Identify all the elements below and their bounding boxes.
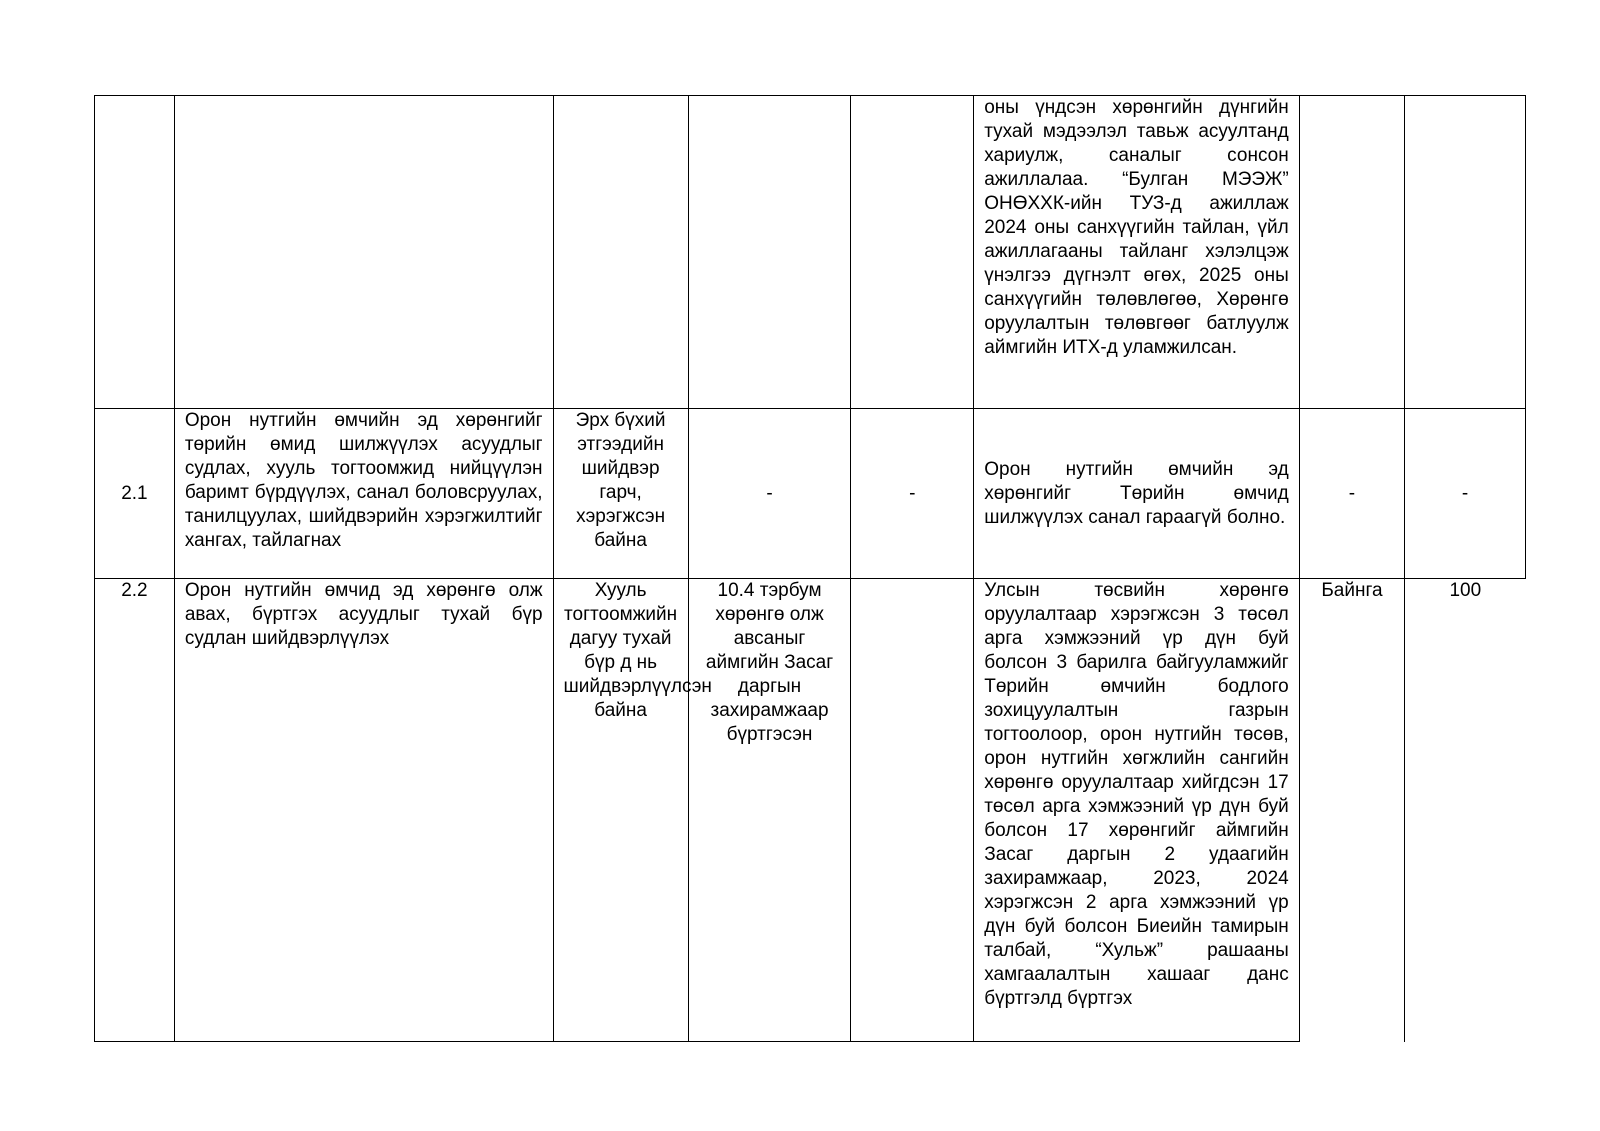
report-cell: оны үндсэн хөрөнгийн дүнгийн тухай мэдээлэл тавьж асуултанд хариулж, саналыг сонсон ажиллалаа. “Булган МЭЭЖ” ОНӨХХК-ийн ТУЗ-д ажиллаж 2024 оны санхүүгийн тайлан, үйл ажиллагааны тайланг хэлэлцэж үнэлгээ дүгнэлт өгөх, 2025 оны санхүүгийн төлөвлөгөө, Хөрөнгө оруулалтын төлөвгөөг батлуулж аймгийн ИТХ-д уламжилсан. xyxy=(974,96,1300,409)
table-row xyxy=(95,409,1526,579)
report-cell: Орон нутгийн өмчийн эд хөрөнгийг Төрийн өмчид шилжүүлэх санал гараагүй болно. xyxy=(974,409,1300,579)
score-cell xyxy=(1405,96,1526,409)
baseline-cell xyxy=(688,96,851,409)
indicator-cell: Эрх бүхий этгээдийн шийдвэр гарч, хэрэгжсэн байна xyxy=(553,409,688,579)
report-table xyxy=(94,95,1526,1042)
target-cell xyxy=(851,579,974,1042)
table-row xyxy=(95,96,1526,409)
frequency-cell: Байнга xyxy=(1299,579,1404,1042)
report-cell: Улсын төсвийн хөрөнгө оруулалтаар хэрэгжсэн 3 төсөл арга хэмжээний үр дүн буй болсон 3 барилга байгууламжийг Төрийн өмчийн бодлого зохицуулалтын газрын тогтоолоор, орон нутгийн төсөв, орон нутгийн хөгжлийн сангийн хөрөнгө оруулалтаар хийгдсэн 17 төсөл арга хэмжээний үр дүн буй болсон 17 хөрөнгийг аймгийн Засаг даргын 2 удаагийн захирамжаар, 2023, 2024 хэрэгжсэн 2 арга хэмжээний үр дүн буй болсон Биеийн тамирын талбай, “Хульж” рашааны хамгаалалтын хашааг данс бүртгэлд бүртгэх xyxy=(974,579,1300,1042)
frequency-cell xyxy=(1299,96,1404,409)
frequency-cell: - xyxy=(1299,409,1404,579)
page-edge xyxy=(1408,1048,1526,1050)
row-number: 2.2 xyxy=(95,579,175,1042)
baseline-cell: - xyxy=(688,409,851,579)
score-cell: - xyxy=(1405,409,1526,579)
table-row xyxy=(95,579,1526,1042)
score-cell: 100 xyxy=(1405,579,1526,1042)
task-cell xyxy=(174,96,553,409)
task-cell: Орон нутгийн өмчийн эд хөрөнгийг төрийн өмид шилжүүлэх асуудлыг судлах, хууль тогтоомжид нийцүүлэн баримт бүрдүүлэх, санал боловсруулах, танилцуулах, шийдвэрийн хэрэгжилтийг хангах, тайлагнах xyxy=(174,409,553,579)
indicator-cell: Хууль тогтоомжийн дагуу тухай бүр д нь шийдвэрлүүлсэн байна xyxy=(553,579,688,1042)
baseline-cell: 10.4 тэрбум хөрөнгө олж авсаныг аймгийн Засаг даргын захирамжаар бүртгэсэн xyxy=(688,579,851,1042)
task-cell: Орон нутгийн өмчид эд хөрөнгө олж авах, бүртгэх асуудлыг тухай бүр судлан шийдвэрлүүлэх xyxy=(174,579,553,1042)
row-number xyxy=(95,96,175,409)
target-cell: - xyxy=(851,409,974,579)
target-cell xyxy=(851,96,974,409)
row-number: 2.1 xyxy=(95,409,175,579)
indicator-cell xyxy=(553,96,688,409)
